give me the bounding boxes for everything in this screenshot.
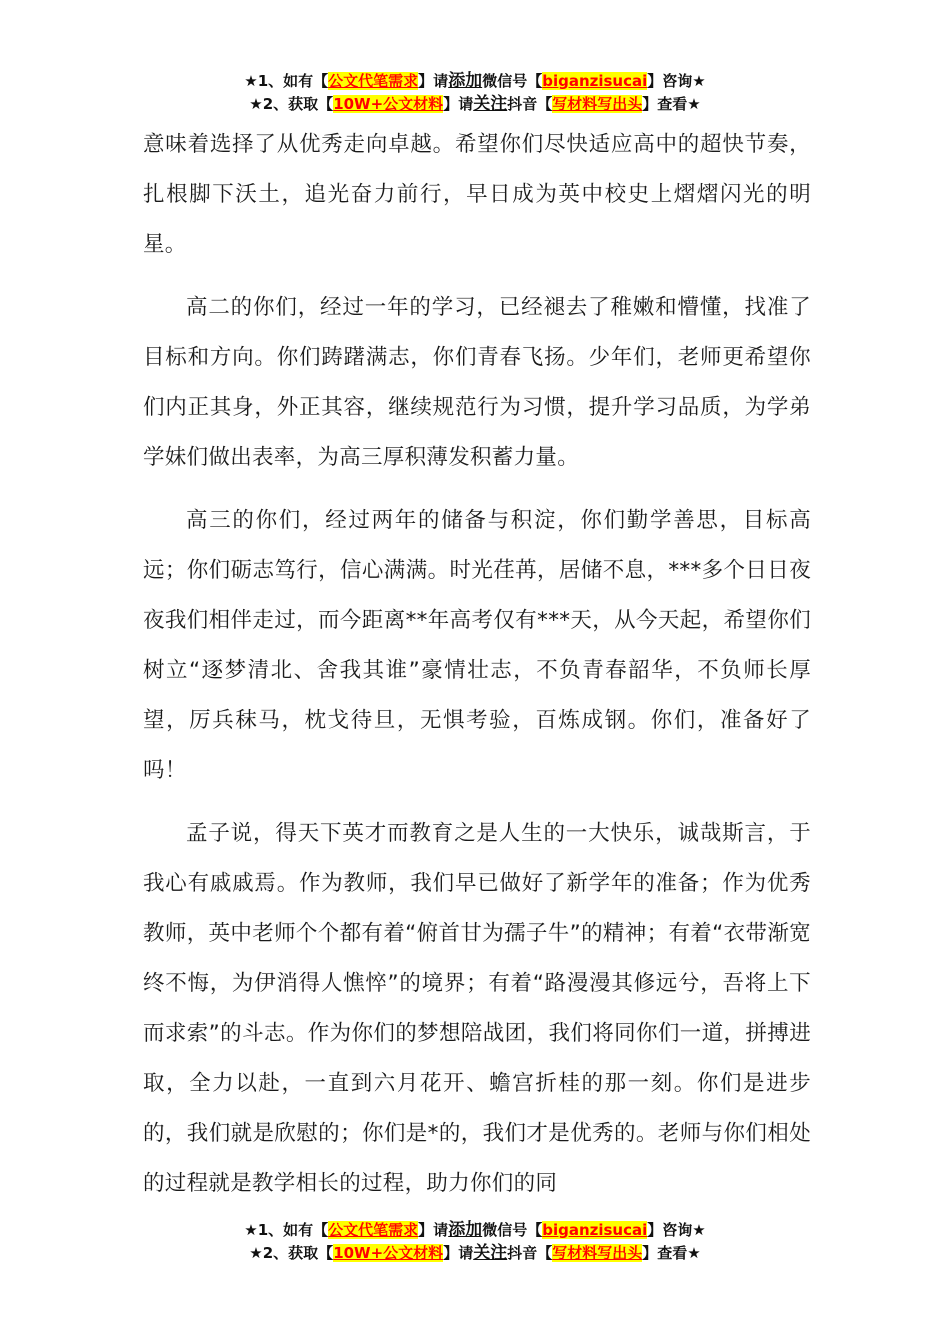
banner-text: 】查看★ [642,95,701,113]
banner-text: 】请 [443,1244,474,1262]
banner-emphasis: 添加 [448,71,483,91]
banner-text: 】咨询★ [647,72,706,90]
paragraph: 孟子说，得天下英才而教育之是人生的一大快乐，诚哉斯言，于我心有戚戚焉。作为教师，我们早已做好了新学年的准备；作为优秀教师，英中老师个个都有着“俯首甘为孺子牛”的精神；有着“衣带渐宽终不悔，为伊消得人憔悴”的境界；有着“路漫漫其修远兮，吾将上下而求索”的斗志。作为你们的梦想陪战团，我们将同你们一道，拼搏进取，全力以赴，一直到六月花开、蟾宫折桂的那一刻。你们是进步的，我们就是欣慰的；你们是*的，我们才是优秀的。老师与你们相处的过程就是教学相长的过程，助力你们的同 [143,821,811,1196]
banner-emphasis: 关注 [473,94,508,114]
banner-line-1 [0,1219,950,1242]
highlight-materials: 10W+公文材料 [333,1244,444,1262]
highlight-wechat-id: biganzisucai [542,72,648,90]
banner-text: 微信号【 [482,72,543,90]
highlight-douyin-account: 写材料写出头 [552,95,643,113]
highlight-service: 公文代笔需求 [328,72,419,90]
header-banner [0,70,950,116]
banner-text: ★2、获取【 [249,95,334,113]
paragraph: 高二的你们，经过一年的学习，已经褪去了稚嫩和懵懂，找准了目标和方向。你们踌躇满志，你们青春飞扬。少年们，老师更希望你们内正其身，外正其容，继续规范行为习惯，提升学习品质，为学弟学妹们做出表率，为高三厚积薄发积蓄力量。 [143,295,811,470]
banner-text: 】咨询★ [647,1221,706,1239]
banner-text: ★2、获取【 [249,1244,334,1262]
banner-line-2 [0,1242,950,1265]
banner-emphasis: 添加 [448,1220,483,1240]
highlight-materials: 10W+公文材料 [333,95,444,113]
document-body [143,120,811,1209]
highlight-douyin-account: 写材料写出头 [552,1244,643,1262]
paragraph: 意味着选择了从优秀走向卓越。希望你们尽快适应高中的超快节奏，扎根脚下沃土，追光奋力前行，早日成为英中校史上熠熠闪光的明星。 [143,132,811,257]
banner-text: ★1、如有【 [244,72,329,90]
banner-text: 微信号【 [482,1221,543,1239]
highlight-service: 公文代笔需求 [328,1221,419,1239]
banner-text: 抖音【 [507,1244,553,1262]
banner-emphasis: 关注 [473,1243,508,1263]
banner-text: ★1、如有【 [244,1221,329,1239]
highlight-wechat-id: biganzisucai [542,1221,648,1239]
footer-banner [0,1219,950,1265]
banner-text: 】查看★ [642,1244,701,1262]
banner-line-1 [0,70,950,93]
banner-text: 】请 [443,95,474,113]
paragraph: 高三的你们，经过两年的储备与积淀，你们勤学善思，目标高远；你们砺志笃行，信心满满。时光荏苒，居储不息，***多个日日夜夜我们相伴走过，而今距离**年高考仅有***天，从今天起，希望你们树立“逐梦清北、舍我其谁”豪情壮志，不负青春韶华，不负师长厚望，厉兵秣马，枕戈待旦，无惧考验，百炼成钢。你们，准备好了吗！ [143,508,811,783]
banner-line-2 [0,93,950,116]
banner-text: 】请 [418,72,449,90]
banner-text: 】请 [418,1221,449,1239]
banner-text: 抖音【 [507,95,553,113]
